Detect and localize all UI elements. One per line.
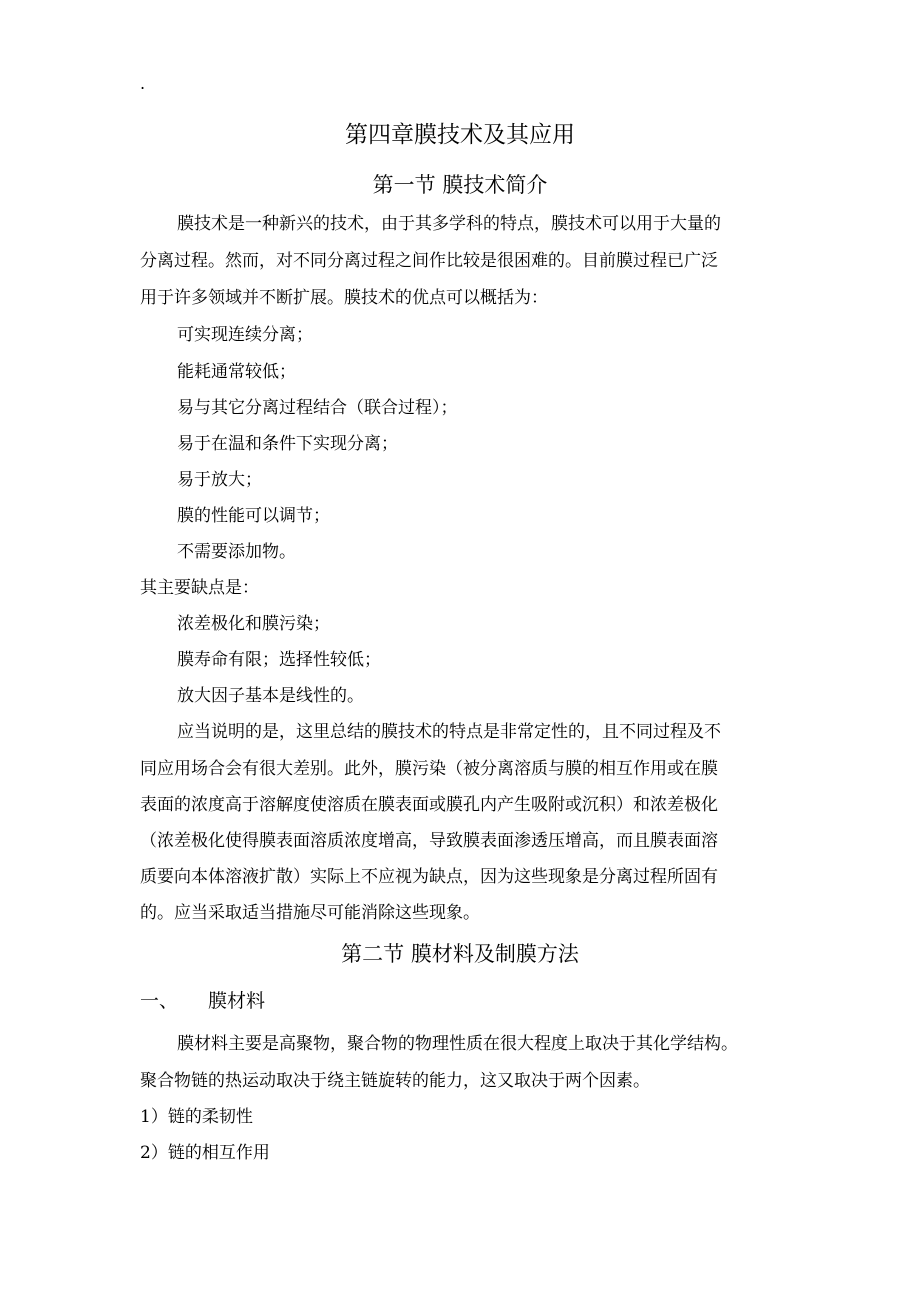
disadvantage-item: 放大因子基本是线性的。 (177, 686, 364, 706)
factor-item: 1）链的柔韧性 (140, 1107, 253, 1127)
note-line: 的。应当采取适当措施尽可能消除这些现象。 (140, 903, 480, 923)
intro-line: 用于许多领域并不断扩展。膜技术的优点可以概括为： (140, 288, 548, 308)
section1-title: 第一节 膜技术简介 (372, 173, 548, 197)
subsection-number: 一、 (140, 990, 179, 1012)
note-line: 表面的浓度高于溶解度使溶质在膜表面或膜孔内产生吸附或沉积）和浓差极化 (140, 795, 718, 815)
body-line: 聚合物链的热运动取决于绕主链旋转的能力，这又取决于两个因素。 (140, 1071, 650, 1091)
page-mark: . (140, 74, 146, 93)
note-line: 质要向本体溶液扩散）实际上不应视为缺点，因为这些现象是分离过程所固有 (140, 867, 718, 887)
advantage-item: 易于放大； (177, 470, 262, 490)
advantage-item: 能耗通常较低； (177, 362, 296, 382)
disadvantages-heading: 其主要缺点是： (140, 578, 259, 598)
factor-item: 2）链的相互作用 (140, 1143, 270, 1163)
chapter-title: 第四章膜技术及其应用 (345, 122, 575, 148)
advantage-item: 膜的性能可以调节； (177, 506, 330, 526)
note-line: 应当说明的是，这里总结的膜技术的特点是非常定性的，且不同过程及不 (177, 722, 721, 742)
disadvantage-item: 膜寿命有限；选择性较低； (177, 650, 381, 670)
advantage-item: 易于在温和条件下实现分离； (177, 434, 398, 454)
note-line: （浓差极化使得膜表面溶质浓度增高，导致膜表面渗透压增高，而且膜表面溶 (140, 831, 718, 851)
intro-line: 分离过程。然而，对不同分离过程之间作比较是很困难的。目前膜过程已广泛 (140, 251, 718, 271)
subsection-title: 膜材料 (208, 990, 266, 1012)
body-line: 膜材料主要是高聚物，聚合物的物理性质在很大程度上取决于其化学结构。 (177, 1034, 738, 1054)
intro-line: 膜技术是一种新兴的技术，由于其多学科的特点，膜技术可以用于大量的 (177, 214, 721, 234)
advantage-item: 易与其它分离过程结合（联合过程）； (177, 398, 458, 418)
note-line: 同应用场合会有很大差别。此外，膜污染（被分离溶质与膜的相互作用或在膜 (140, 759, 718, 779)
subsection-heading (140, 992, 265, 1011)
advantage-item: 可实现连续分离； (177, 325, 313, 345)
disadvantage-item: 浓差极化和膜污染； (177, 614, 330, 634)
advantage-item: 不需要添加物。 (177, 542, 296, 562)
section2-title: 第二节 膜材料及制膜方法 (341, 942, 579, 966)
